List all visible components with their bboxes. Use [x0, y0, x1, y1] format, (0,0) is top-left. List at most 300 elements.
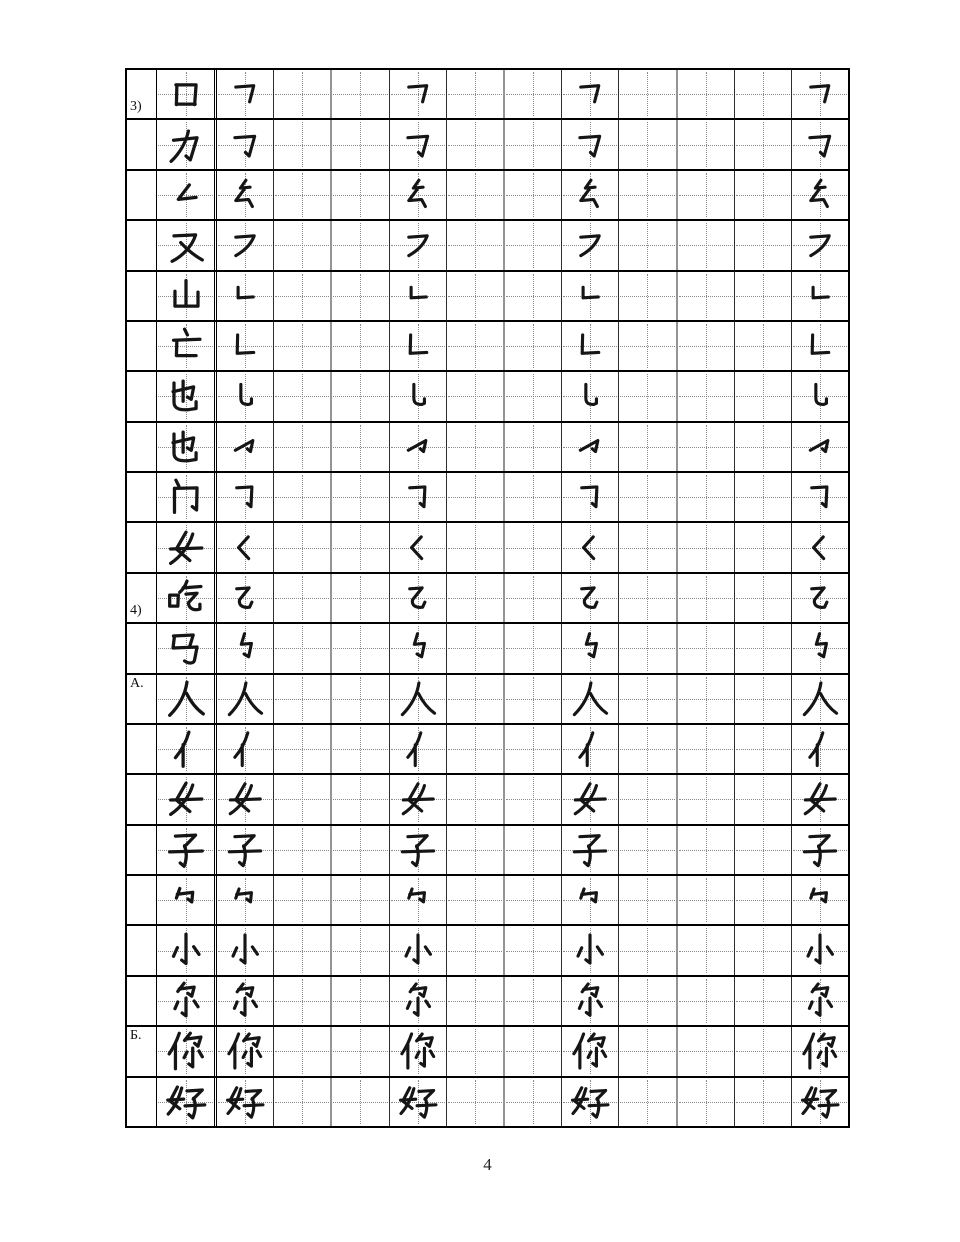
- practice-cell: [505, 473, 562, 521]
- worksheet-row: [127, 622, 848, 672]
- worksheet-row: [127, 421, 848, 471]
- glyph-s_hzg_li: [562, 120, 618, 168]
- model-character-cell: [157, 977, 217, 1025]
- practice-cell: [217, 221, 274, 269]
- practice-cell: [447, 70, 505, 118]
- practice-cell: [678, 725, 735, 773]
- glyph-s_szzg: [217, 624, 273, 672]
- glyph-er: [390, 977, 446, 1025]
- practice-cell: [274, 574, 332, 622]
- practice-cell: [792, 171, 848, 219]
- glyph-renr: [390, 725, 446, 773]
- practice-cell: [619, 171, 677, 219]
- practice-cell: [217, 120, 274, 168]
- glyph-ni: [792, 1027, 848, 1075]
- row-label-cell: [127, 523, 157, 571]
- practice-cell: [447, 574, 505, 622]
- practice-cell: [505, 322, 562, 370]
- practice-cell: [792, 977, 848, 1025]
- worksheet-row: [127, 673, 848, 723]
- practice-cell: [274, 322, 332, 370]
- glyph-hao: [792, 1078, 848, 1126]
- glyph-ni: [390, 1027, 446, 1075]
- glyph-s_hengpie: [390, 221, 446, 269]
- glyph-chi: [157, 574, 214, 622]
- glyph-er: [217, 977, 273, 1025]
- worksheet-row: [127, 723, 848, 773]
- practice-cell: [678, 624, 735, 672]
- worksheet-row: [127, 874, 848, 924]
- practice-cell: [792, 523, 848, 571]
- practice-cell: [390, 272, 447, 320]
- practice-cell: [792, 574, 848, 622]
- practice-cell: [274, 1078, 332, 1126]
- glyph-hao: [390, 1078, 446, 1126]
- model-character-cell: [157, 120, 217, 168]
- glyph-xiao: [792, 926, 848, 974]
- practice-cell: [678, 826, 735, 874]
- practice-cell: [735, 70, 792, 118]
- row-label: 3): [130, 99, 142, 115]
- model-character-cell: [157, 725, 217, 773]
- practice-cell: [562, 1078, 619, 1126]
- practice-cell: [678, 372, 735, 420]
- practice-cell: [505, 221, 562, 269]
- worksheet-row: [127, 270, 848, 320]
- glyph-ni: [562, 1027, 618, 1075]
- glyph-men: [157, 473, 214, 521]
- practice-cell: [390, 876, 447, 924]
- model-character-cell: [157, 926, 217, 974]
- model-character-cell: [157, 1027, 217, 1075]
- practice-cell: [505, 423, 562, 471]
- practice-cell: [390, 423, 447, 471]
- worksheet-row: [127, 370, 848, 420]
- practice-cell: [619, 322, 677, 370]
- glyph-s_hzg_men: [217, 473, 273, 521]
- row-label-cell: [127, 725, 157, 773]
- practice-cell: [447, 372, 505, 420]
- practice-cell: [447, 624, 505, 672]
- glyph-ye: [157, 423, 214, 471]
- practice-cell: [619, 423, 677, 471]
- practice-cell: [562, 372, 619, 420]
- model-character-cell: [157, 1078, 217, 1126]
- practice-cell: [217, 624, 274, 672]
- practice-cell: [447, 120, 505, 168]
- glyph-s_yao: [217, 171, 273, 219]
- practice-cell: [562, 574, 619, 622]
- glyph-li: [157, 120, 214, 168]
- row-label-cell: [127, 70, 157, 118]
- worksheet-row: [127, 521, 848, 571]
- practice-cell: [332, 221, 389, 269]
- practice-cell: [505, 775, 562, 823]
- glyph-s_piedian: [390, 523, 446, 571]
- practice-cell: [274, 826, 332, 874]
- practice-cell: [562, 876, 619, 924]
- practice-cell: [678, 775, 735, 823]
- practice-cell: [562, 322, 619, 370]
- practice-cell: [735, 523, 792, 571]
- glyph-xiao: [157, 926, 214, 974]
- practice-cell: [447, 473, 505, 521]
- practice-cell: [217, 473, 274, 521]
- model-character-cell: [157, 826, 217, 874]
- practice-cell: [217, 1078, 274, 1126]
- row-label-cell: [127, 574, 157, 622]
- practice-cell: [562, 675, 619, 723]
- row-label-cell: [127, 322, 157, 370]
- glyph-renr: [562, 725, 618, 773]
- practice-cell: [390, 120, 447, 168]
- practice-cell: [619, 826, 677, 874]
- practice-cell: [619, 523, 677, 571]
- practice-cell: [447, 523, 505, 571]
- worksheet-row: [127, 773, 848, 823]
- practice-cell: [332, 775, 389, 823]
- practice-cell: [562, 70, 619, 118]
- practice-cell: [619, 221, 677, 269]
- practice-cell: [619, 876, 677, 924]
- worksheet-row: [127, 824, 848, 874]
- practice-cell: [735, 322, 792, 370]
- practice-cell: [735, 775, 792, 823]
- row-label-cell: [127, 221, 157, 269]
- model-character-cell: [157, 775, 217, 823]
- worksheet-row: [127, 471, 848, 521]
- model-character-cell: [157, 423, 217, 471]
- model-character-cell: [157, 322, 217, 370]
- practice-cell: [447, 675, 505, 723]
- glyph-zi: [562, 826, 618, 874]
- glyph-s_piedian: [217, 523, 273, 571]
- practice-cell: [735, 624, 792, 672]
- practice-cell: [792, 120, 848, 168]
- glyph-s_szzg: [562, 624, 618, 672]
- practice-cell: [390, 775, 447, 823]
- model-character-cell: [157, 876, 217, 924]
- practice-cell: [619, 372, 677, 420]
- practice-cell: [274, 1027, 332, 1075]
- practice-cell: [390, 574, 447, 622]
- practice-cell: [390, 523, 447, 571]
- practice-cell: [792, 1078, 848, 1126]
- practice-cell: [332, 926, 389, 974]
- practice-cell: [332, 977, 389, 1025]
- glyph-xiao: [562, 926, 618, 974]
- model-character-cell: [157, 272, 217, 320]
- glyph-s_xieg: [792, 423, 848, 471]
- row-label-cell: [127, 372, 157, 420]
- practice-cell: [735, 171, 792, 219]
- practice-cell: [619, 574, 677, 622]
- practice-cell: [217, 725, 274, 773]
- glyph-zi: [390, 826, 446, 874]
- practice-cell: [505, 876, 562, 924]
- glyph-s_hengzhe: [792, 70, 848, 118]
- practice-cell: [792, 926, 848, 974]
- glyph-zi: [157, 826, 214, 874]
- practice-cell: [390, 977, 447, 1025]
- glyph-ren: [792, 675, 848, 723]
- practice-cell: [619, 725, 677, 773]
- practice-cell: [562, 977, 619, 1025]
- glyph-s_xieg: [217, 423, 273, 471]
- practice-cell: [735, 876, 792, 924]
- practice-cell: [735, 473, 792, 521]
- practice-cell: [332, 725, 389, 773]
- glyph-er: [157, 977, 214, 1025]
- practice-cell: [678, 523, 735, 571]
- row-label-cell: [127, 876, 157, 924]
- glyph-s_hengpie: [562, 221, 618, 269]
- glyph-jiantop: [217, 876, 273, 924]
- glyph-zi: [792, 826, 848, 874]
- glyph-s_yao: [390, 171, 446, 219]
- glyph-s_swg: [217, 372, 273, 420]
- practice-cell: [619, 775, 677, 823]
- practice-cell: [390, 171, 447, 219]
- row-label: Б.: [130, 1028, 142, 1044]
- glyph-hao: [562, 1078, 618, 1126]
- model-character-cell: [157, 574, 217, 622]
- practice-cell: [678, 272, 735, 320]
- glyph-s_yi: [562, 574, 618, 622]
- practice-cell: [562, 423, 619, 471]
- glyph-s_hengpie: [792, 221, 848, 269]
- glyph-you: [157, 221, 214, 269]
- practice-cell: [792, 675, 848, 723]
- practice-cell: [792, 322, 848, 370]
- glyph-renr: [157, 725, 214, 773]
- worksheet-row: [127, 320, 848, 370]
- practice-cell: [505, 272, 562, 320]
- practice-cell: [390, 322, 447, 370]
- practice-cell: [332, 523, 389, 571]
- practice-cell: [792, 473, 848, 521]
- practice-cell: [332, 826, 389, 874]
- glyph-s_hengpie: [217, 221, 273, 269]
- practice-cell: [390, 1078, 447, 1126]
- practice-cell: [792, 272, 848, 320]
- practice-cell: [505, 120, 562, 168]
- practice-cell: [562, 826, 619, 874]
- glyph-s_shuwan: [390, 272, 446, 320]
- practice-cell: [390, 725, 447, 773]
- row-label-cell: [127, 1078, 157, 1126]
- glyph-ren: [390, 675, 446, 723]
- practice-cell: [274, 876, 332, 924]
- glyph-s_hengzhe: [390, 70, 446, 118]
- practice-cell: [735, 1027, 792, 1075]
- practice-cell: [332, 1027, 389, 1075]
- practice-cell: [619, 1027, 677, 1075]
- glyph-s_hzg_li: [792, 120, 848, 168]
- glyph-ni: [217, 1027, 273, 1075]
- practice-cell: [505, 574, 562, 622]
- practice-cell: [792, 775, 848, 823]
- practice-cell: [390, 675, 447, 723]
- practice-cell: [390, 372, 447, 420]
- practice-cell: [217, 574, 274, 622]
- practice-cell: [505, 523, 562, 571]
- practice-cell: [390, 1027, 447, 1075]
- practice-cell: [505, 1078, 562, 1126]
- practice-cell: [447, 322, 505, 370]
- practice-cell: [447, 926, 505, 974]
- practice-cell: [447, 977, 505, 1025]
- practice-cell: [562, 120, 619, 168]
- practice-cell: [274, 523, 332, 571]
- glyph-s_yao: [562, 171, 618, 219]
- glyph-er: [562, 977, 618, 1025]
- practice-cell: [332, 372, 389, 420]
- practice-cell: [619, 70, 677, 118]
- glyph-kou: [157, 70, 214, 118]
- practice-cell: [274, 423, 332, 471]
- practice-cell: [447, 1078, 505, 1126]
- practice-cell: [274, 775, 332, 823]
- practice-cell: [678, 473, 735, 521]
- glyph-s_hzg_men: [792, 473, 848, 521]
- practice-cell: [274, 272, 332, 320]
- glyph-s_shuzhe: [217, 322, 273, 370]
- practice-cell: [678, 1078, 735, 1126]
- row-label-cell: [127, 926, 157, 974]
- practice-cell: [678, 574, 735, 622]
- glyph-s_hzg_men: [390, 473, 446, 521]
- practice-cell: [274, 372, 332, 420]
- practice-cell: [505, 826, 562, 874]
- row-label: А.: [130, 675, 144, 691]
- practice-cell: [390, 926, 447, 974]
- practice-cell: [619, 272, 677, 320]
- glyph-s_hengzhe: [217, 70, 273, 118]
- row-label-cell: [127, 473, 157, 521]
- practice-cell: [678, 977, 735, 1025]
- glyph-s_shuzhe: [562, 322, 618, 370]
- glyph-nv: [390, 775, 446, 823]
- practice-cell: [447, 775, 505, 823]
- glyph-xiao: [217, 926, 273, 974]
- glyph-wang: [157, 322, 214, 370]
- practice-cell: [332, 876, 389, 924]
- practice-cell: [735, 120, 792, 168]
- page-number: 4: [483, 1155, 492, 1174]
- row-label-cell: [127, 624, 157, 672]
- row-label-cell: [127, 977, 157, 1025]
- glyph-s_shuwan: [217, 272, 273, 320]
- practice-cell: [217, 826, 274, 874]
- glyph-nv: [157, 523, 214, 571]
- glyph-s_piedian: [792, 523, 848, 571]
- practice-cell: [678, 423, 735, 471]
- row-label: 4): [130, 603, 142, 619]
- practice-cell: [562, 473, 619, 521]
- worksheet-row: [127, 572, 848, 622]
- practice-cell: [792, 725, 848, 773]
- practice-cell: [332, 171, 389, 219]
- practice-cell: [735, 725, 792, 773]
- model-character-cell: [157, 675, 217, 723]
- practice-cell: [735, 423, 792, 471]
- practice-cell: [274, 675, 332, 723]
- practice-cell: [735, 272, 792, 320]
- practice-cell: [447, 272, 505, 320]
- worksheet-row: [127, 169, 848, 219]
- row-label-cell: [127, 423, 157, 471]
- practice-cell: [274, 70, 332, 118]
- practice-cell: [735, 372, 792, 420]
- worksheet-row: [127, 70, 848, 118]
- model-character-cell: [157, 372, 217, 420]
- practice-cell: [447, 1027, 505, 1075]
- practice-cell: [217, 523, 274, 571]
- row-label-cell: [127, 272, 157, 320]
- glyph-s_yao: [792, 171, 848, 219]
- practice-cell: [792, 221, 848, 269]
- practice-cell: [332, 574, 389, 622]
- practice-cell: [217, 423, 274, 471]
- practice-cell: [274, 977, 332, 1025]
- practice-cell: [332, 423, 389, 471]
- glyph-s_swg: [562, 372, 618, 420]
- practice-cell: [505, 624, 562, 672]
- practice-cell: [390, 624, 447, 672]
- practice-cell: [735, 221, 792, 269]
- practice-cell: [505, 926, 562, 974]
- glyph-s_swg: [792, 372, 848, 420]
- glyph-ren: [217, 675, 273, 723]
- glyph-piezhe: [157, 171, 214, 219]
- practice-cell: [562, 1027, 619, 1075]
- row-label-cell: [127, 171, 157, 219]
- practice-cell: [332, 675, 389, 723]
- worksheet-row: [127, 924, 848, 974]
- practice-cell: [735, 826, 792, 874]
- practice-cell: [447, 171, 505, 219]
- practice-cell: [562, 926, 619, 974]
- glyph-nv: [792, 775, 848, 823]
- practice-cell: [447, 876, 505, 924]
- practice-cell: [217, 675, 274, 723]
- worksheet-row: [127, 1076, 848, 1126]
- glyph-s_yi: [217, 574, 273, 622]
- practice-cell: [274, 221, 332, 269]
- glyph-ni: [157, 1027, 214, 1075]
- practice-cell: [505, 1027, 562, 1075]
- glyph-s_hzg_li: [390, 120, 446, 168]
- model-character-cell: [157, 523, 217, 571]
- glyph-nv: [157, 775, 214, 823]
- worksheet-row: [127, 975, 848, 1025]
- practice-cell: [619, 120, 677, 168]
- practice-cell: [332, 322, 389, 370]
- glyph-ye: [157, 372, 214, 420]
- practice-cell: [678, 70, 735, 118]
- glyph-s_hengzhe: [562, 70, 618, 118]
- practice-cell: [562, 272, 619, 320]
- glyph-s_xieg: [562, 423, 618, 471]
- practice-cell: [735, 574, 792, 622]
- glyph-s_shuzhe: [792, 322, 848, 370]
- row-label-cell: [127, 826, 157, 874]
- row-label-cell: [127, 675, 157, 723]
- practice-cell: [217, 1027, 274, 1075]
- practice-cell: [217, 171, 274, 219]
- glyph-s_yi: [390, 574, 446, 622]
